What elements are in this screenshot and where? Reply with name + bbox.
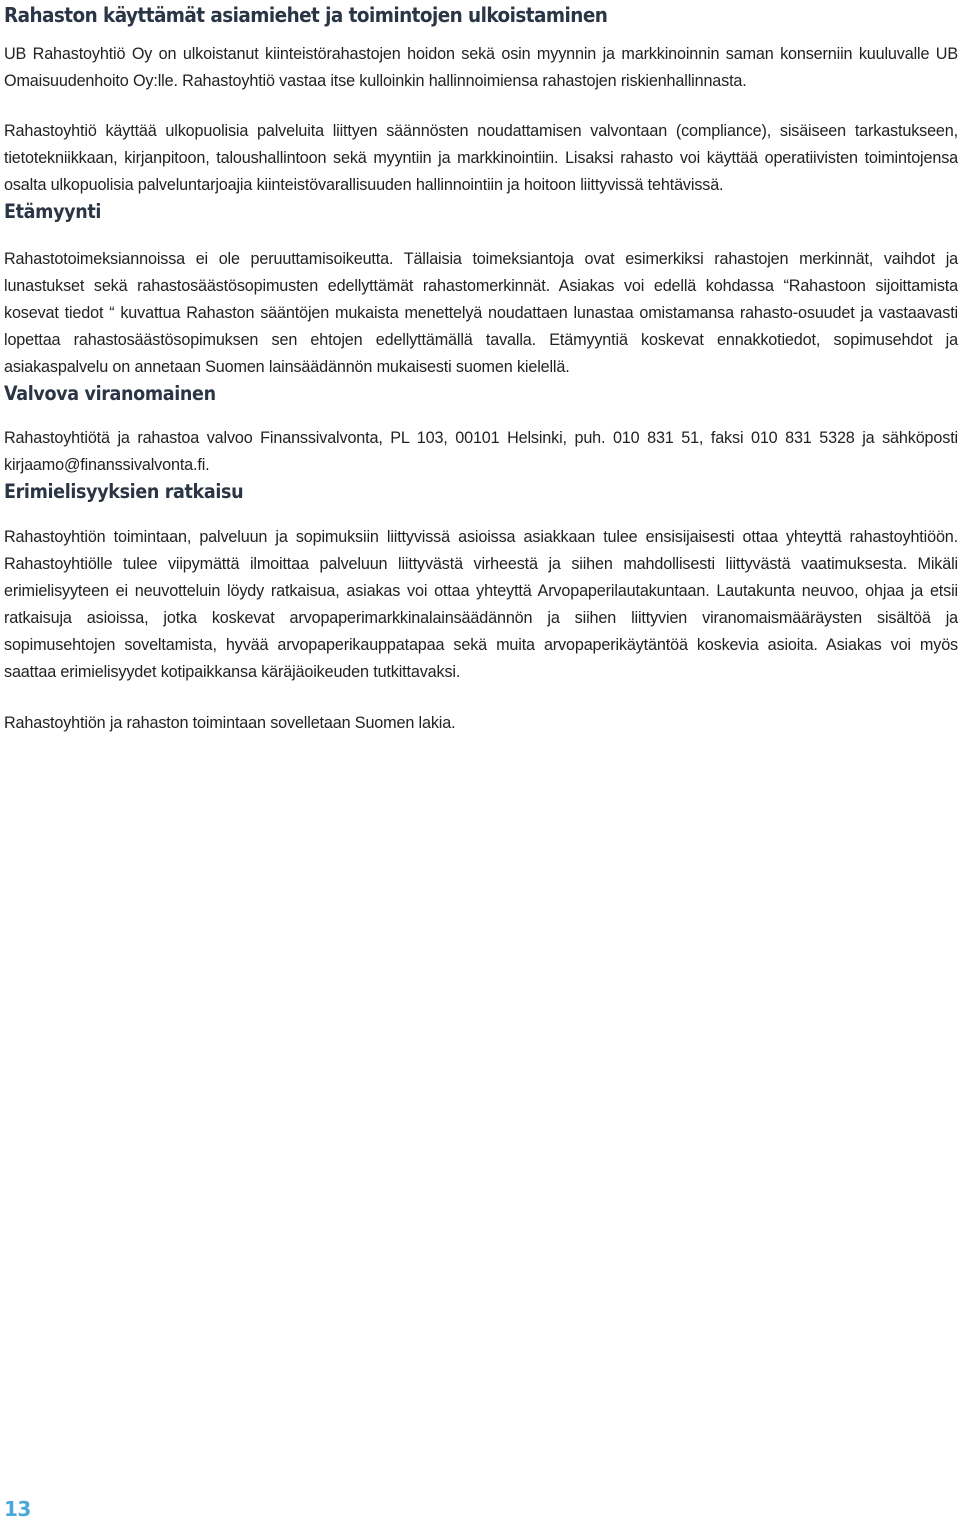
section-heading-supervisory-authority: Valvova viranomainen — [4, 382, 216, 405]
section-heading-outsourcing: Rahaston käyttämät asiamiehet ja toimintojen ulkoistaminen — [4, 3, 608, 27]
section-heading-distance-selling: Etämyynti — [4, 200, 102, 223]
page-number: 13 — [4, 1497, 31, 1521]
paragraph-dispute-resolution-2: Rahastoyhtiön ja rahaston toimintaan sovelletaan Suomen lakia. — [4, 714, 456, 732]
section-heading-dispute-resolution: Erimielisyyksien ratkaisu — [4, 480, 244, 503]
document-content — [4, 0, 958, 737]
paragraph-outsourcing-1: UB Rahastoyhtiö Oy on ulkoistanut kiinteistörahastojen hoidon sekä osin myynnin ja markkinoinnin saman konserniin kuuluvalle UB Omaisuudenhoito Oy:lle. Rahastoyhtiö vastaa itse kulloinkin hallinnoimiensa rahastojen riskienhallinnasta. — [4, 45, 958, 90]
paragraph-dispute-resolution-1: Rahastoyhtiön toimintaan, palveluun ja sopimuksiin liittyvissä asioissa asiakkaan tulee ensisijaisesti ottaa yhteyttä rahastoyhtiöön. Rahastoyhtiölle tulee viipymättä ilmoittaa palveluun liittyvästä virheestä ja siihen mahdollisesti liittyvästä vaatimuksesta. Mikäli erimielisyyteen ei neuvotteluin löydy ratkaisua, asiakas voi ottaa yhteyttä Arvopaperilautakuntaan. Lautakunta neuvoo, ohjaa ja etsii ratkaisuja asioissa, jotka koskevat arvopaperimarkkinalainsäädännön ja siihen liittyvien viranomaismääräysten sisältöä ja sopimusehtojen soveltamista, hyvää arvopaperikauppatapaa sekä muita arvopaperikäytäntöä koskevia asioita. Asiakas voi myös saattaa erimielisyydet kotipaikkansa käräjäoikeuden tutkittavaksi. — [4, 528, 958, 681]
paragraph-supervisory-authority: Rahastoyhtiötä ja rahastoa valvoo Finanssivalvonta, PL 103, 00101 Helsinki, puh. 010 831 51, faksi 010 831 5328 ja sähköposti kirjaamo@finanssivalvonta.fi. — [4, 429, 958, 474]
paragraph-distance-selling: Rahastotoimeksiannoissa ei ole peruuttamisoikeutta. Tällaisia toimeksiantoja ovat esimerkiksi rahastojen merkinnät, vaihdot ja lunastukset sekä rahastosäästösopimusten edellyttämät rahastomerkinnät. Asiakas voi edellä kohdassa “Rahastoon sijoittamista kosevat tiedot “ kuvattua Rahaston sääntöjen mukaista menettelyä noudattaen lunastaa omistamansa rahasto-osuudet ja vastaavasti lopettaa rahastosäästösopimuksen sen ehtojen edellyttämällä tavalla. Etämyyntiä koskevat ennakkotiedot, sopimusehdot ja asiakaspalvelu on annetaan Suomen lainsäädännön mukaisesti suomen kielellä. — [4, 250, 958, 376]
paragraph-outsourcing-2: Rahastoyhtiö käyttää ulkopuolisia palveluita liittyen säännösten noudattamisen valvontaan (compliance), sisäiseen tarkastukseen, tietotekniikkaan, kirjanpitoon, taloushallintoon sekä myyntiin ja markkinointiin. Lisaksi rahasto voi käyttää operatiivisten toimintojensa osalta ulkopuolisia palveluntarjoajia kiinteistövarallisuuden hallinnointiin ja hoitoon liittyvissä tehtävissä. — [4, 122, 958, 194]
